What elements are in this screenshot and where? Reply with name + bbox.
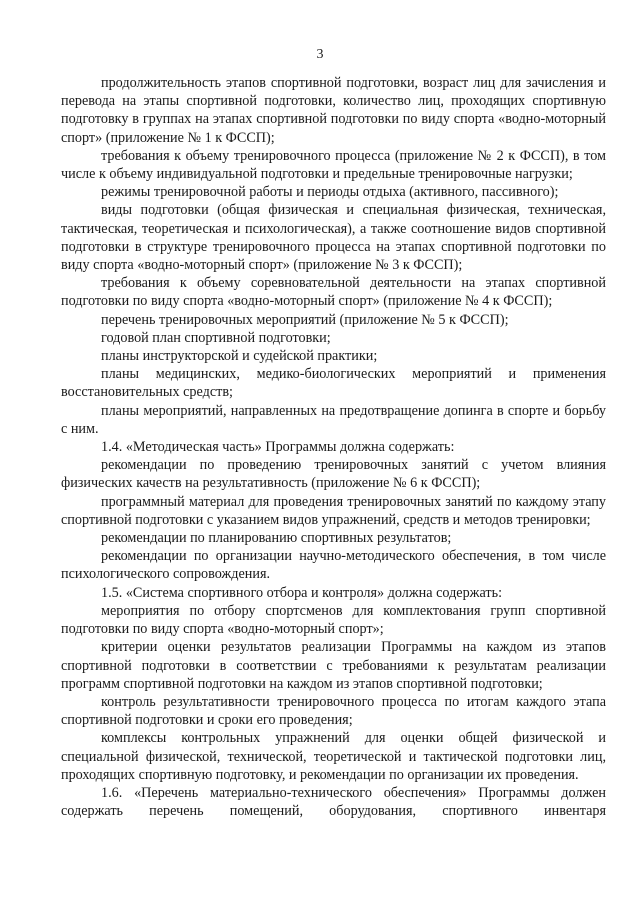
paragraph: виды подготовки (общая физическая и специальная физическая, техническая, тактическая, теоретическая и психологическая), а также соотношение видов спортивной подготовки в структуре тренировочного процесса на этапах спортивной подготовки по виду спорта «водно-моторный спорт» (приложение № 3 к ФССП); xyxy=(61,202,606,274)
paragraph: рекомендации по организации научно-методического обеспечения, в том числе психологического сопровождения. xyxy=(61,548,606,583)
paragraph: комплексы контрольных упражнений для оценки общей физической и специальной физической, технической, теоретической и тактической подготовки лиц, проходящих спортивную подготовку, и рекомендации по организации их проведения. xyxy=(61,730,606,783)
paragraph: режимы тренировочной работы и периоды отдыха (активного, пассивного); xyxy=(101,184,559,201)
paragraph: требования к объему тренировочного процесса (приложение № 2 к ФССП), в том числе к объему индивидуальной подготовки и предельные тренировочные нагрузки; xyxy=(61,147,606,183)
paragraph: программный материал для проведения тренировочных занятий по каждому этапу спортивной подготовки с указанием видов упражнений, средств и методов тренировки; xyxy=(61,493,606,528)
paragraph: годовой план спортивной подготовки; xyxy=(101,329,331,346)
paragraph: критерии оценки результатов реализации Программы на каждом из этапов спортивной подготовки в соответствии с требованиями к результатам реализации программ спортивной подготовки на каждом из этапов спортивной подготовки; xyxy=(61,639,606,692)
section-heading-1-6: 1.6. «Перечень материально-технического обеспечения» Программы должен содержать перечень помещений, оборудования, спортивного инвентаря xyxy=(61,784,606,820)
paragraph: мероприятия по отбору спортсменов для комплектования групп спортивной подготовки по виду спорта «водно-моторный спорт»; xyxy=(61,602,606,638)
paragraph: продолжительность этапов спортивной подготовки, возраст лиц для зачисления и перевода на этапы спортивной подготовки, количество лиц, проходящих спортивную подготовку в группах на этапах спортивной подготовки по виду спорта «водно-моторный спорт» (приложение № 1 к ФССП); xyxy=(61,75,606,146)
paragraph: планы мероприятий, направленных на предотвращение допинга в спорте и борьбу с ним. xyxy=(61,402,606,437)
paragraph: планы медицинских, медико-биологических мероприятий и применения восстановительных средств; xyxy=(61,366,606,401)
paragraph: планы инструкторской и судейской практики; xyxy=(101,348,378,365)
paragraph: требования к объему соревновательной деятельности на этапах спортивной подготовки по виду спорта «водно-моторный спорт» (приложение № 4 к ФССП); xyxy=(61,275,606,310)
paragraph: перечень тренировочных мероприятий (приложение № 5 к ФССП); xyxy=(101,311,509,328)
paragraph: контроль результативности тренировочного процесса по итогам каждого этапа спортивной подготовки и сроки его проведения; xyxy=(61,693,606,729)
section-heading-1-4: 1.4. «Методическая часть» Программы должна содержать: xyxy=(101,439,455,456)
page-number: 3 xyxy=(316,47,324,62)
paragraph: рекомендации по проведению тренировочных занятий с учетом влияния физических качеств на результативность (приложение № 6 к ФССП); xyxy=(61,457,606,492)
section-heading-1-5: 1.5. «Система спортивного отбора и контроля» должна содержать: xyxy=(101,584,503,601)
paragraph: рекомендации по планированию спортивных результатов; xyxy=(101,530,452,547)
document-body xyxy=(61,74,606,820)
